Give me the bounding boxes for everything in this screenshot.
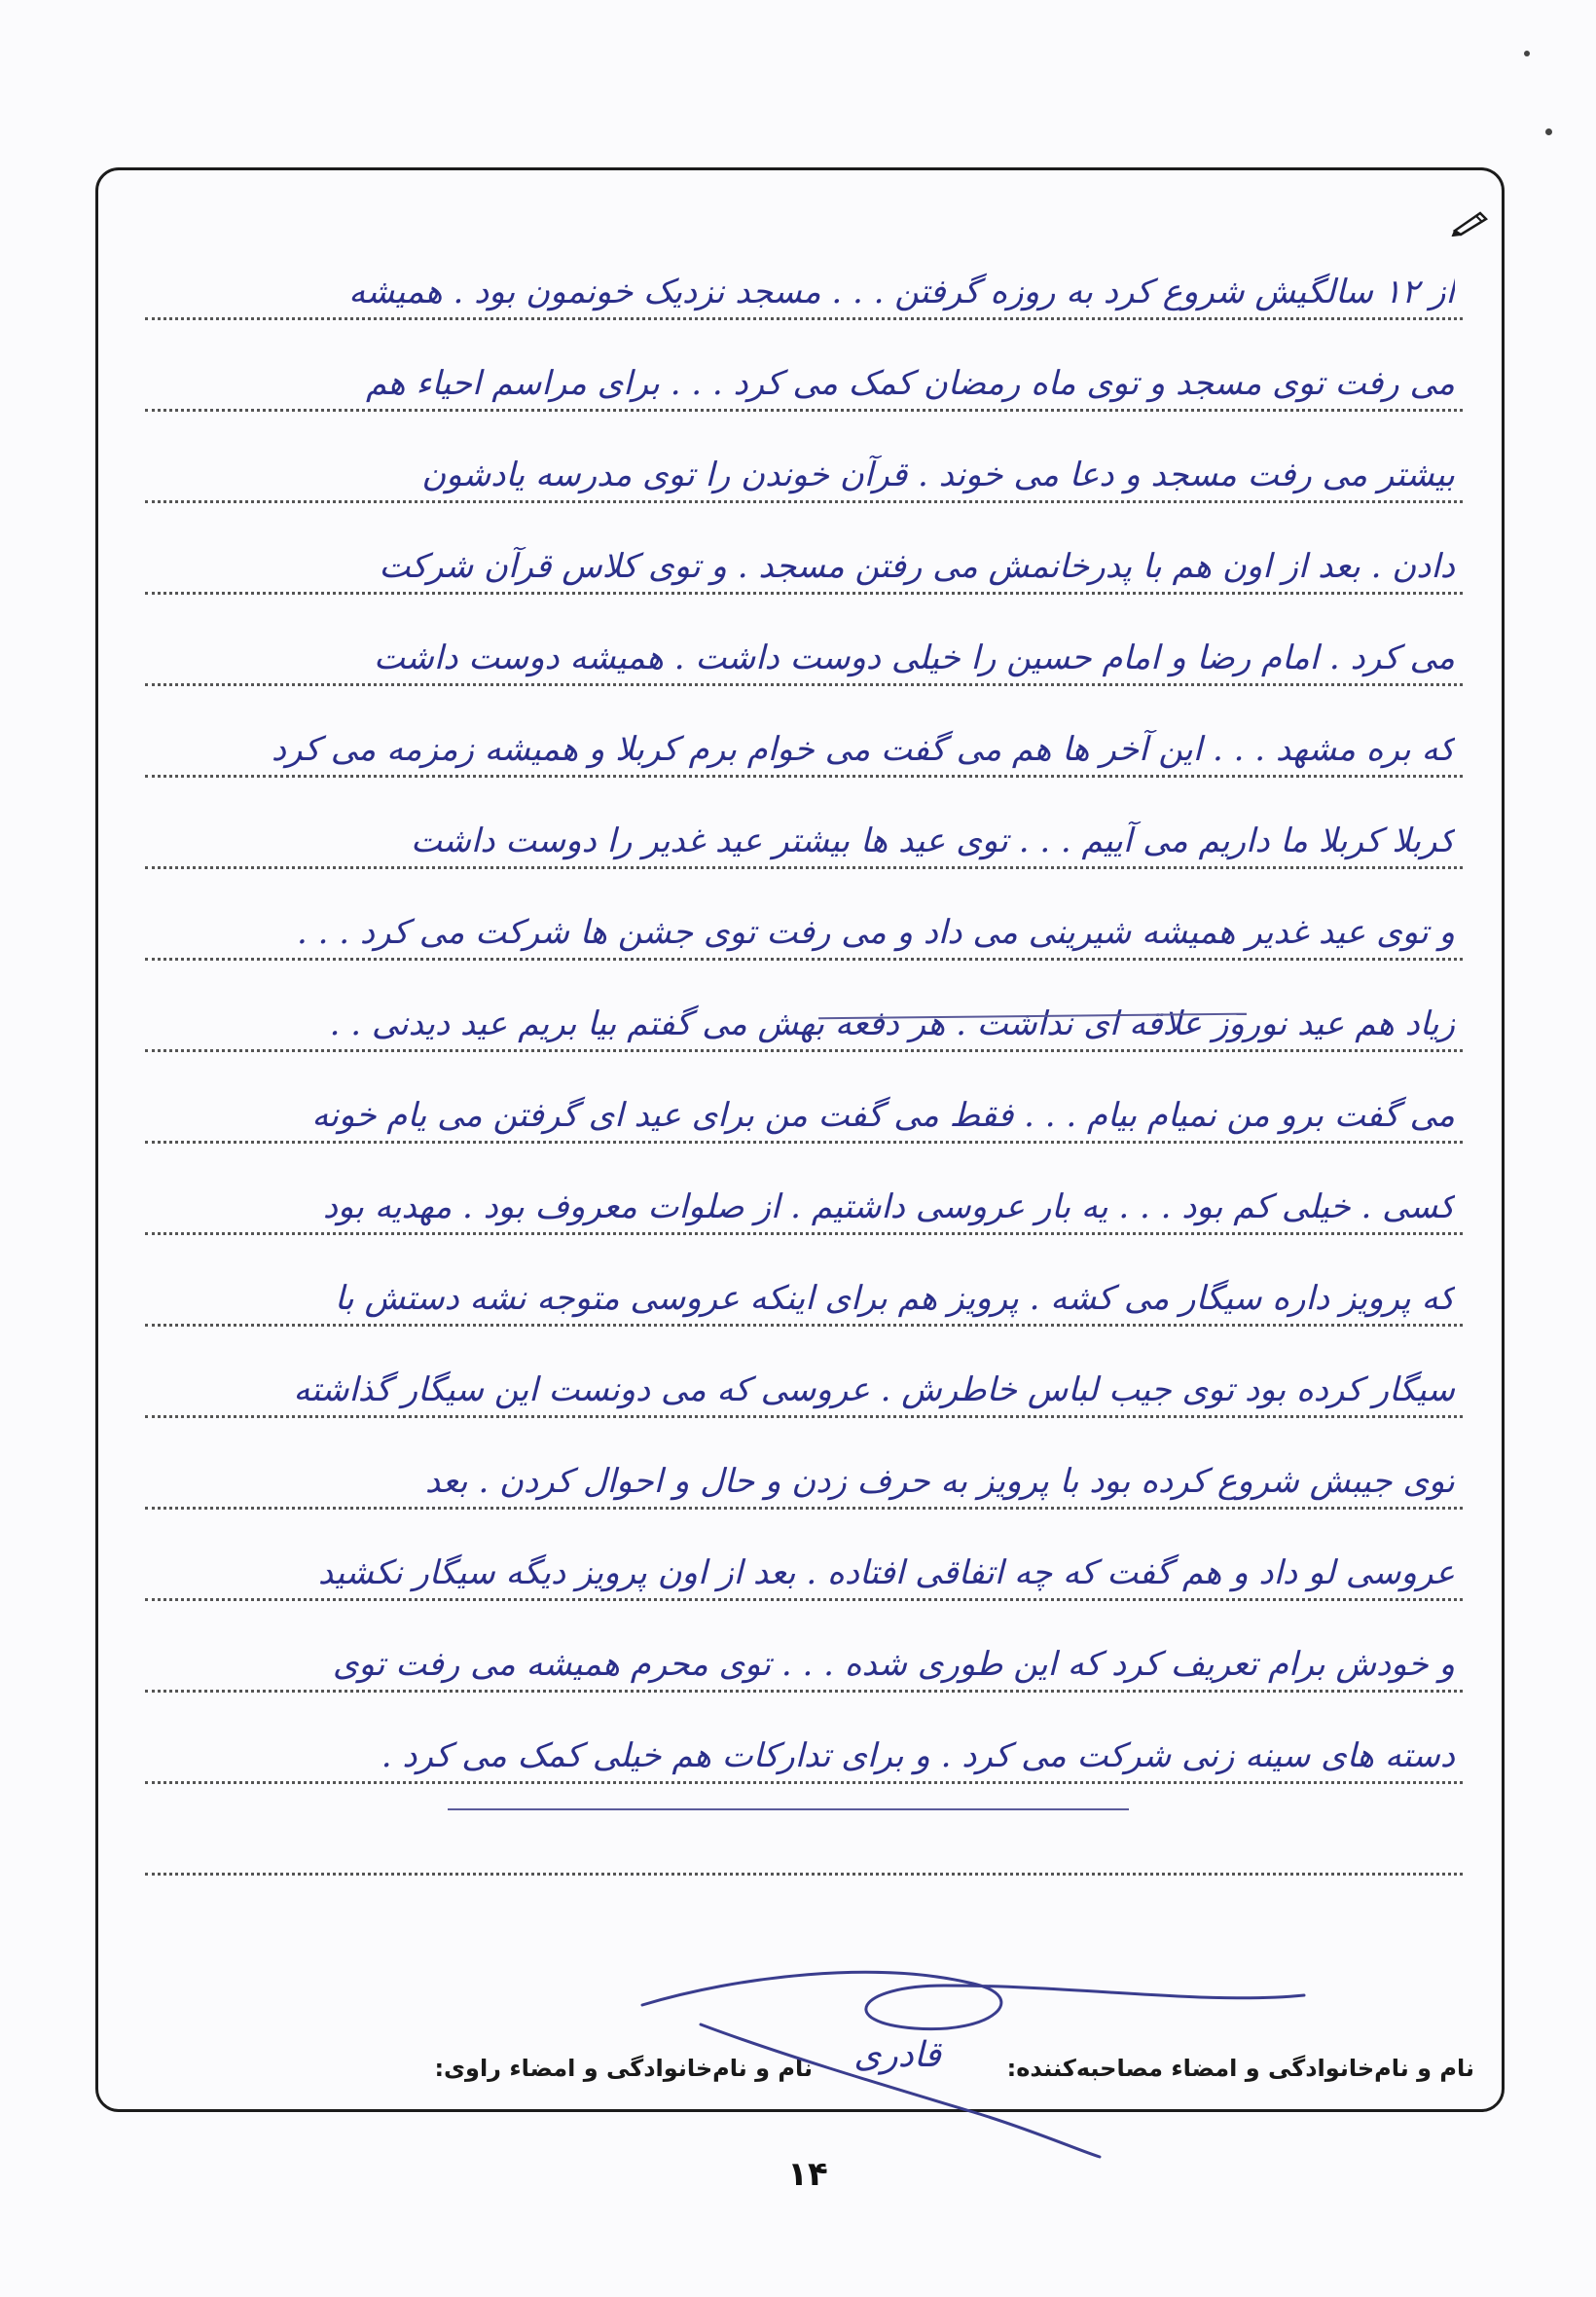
ruled-line [145, 869, 1463, 961]
handwritten-line: کسی . خیلی کم بود . . . یه بار عروسی داشتیم . از صلوات معروف بود . مهدیه بود [322, 1187, 1455, 1226]
ruled-line [145, 686, 1463, 778]
handwritten-line: و خودش برام تعریف کرد که این طوری شده . . . توی محرم همیشه می رفت توی [332, 1645, 1455, 1684]
handwritten-line: دسته های سینه زنی شرکت می کرد . و برای تدارکات هم خیلی کمک می کرد . [381, 1736, 1455, 1775]
handwritten-line: بیشتر می رفت مسجد و دعا می خوند . قرآن خوندن را توی مدرسه یادشون [421, 456, 1455, 494]
ruled-line [145, 1052, 1463, 1144]
dust-speck [1524, 51, 1530, 56]
ruled-line [145, 1601, 1463, 1693]
ruled-line [145, 1327, 1463, 1418]
ruled-lines [145, 229, 1463, 1876]
dust-speck [1545, 128, 1552, 135]
handwritten-line: می گفت برو من نمیام بیام . . . فقط می گفت من برای عید ای گرفتن می یام خونه [311, 1096, 1455, 1135]
handwritten-line: سیگار کرده بود توی جیب لباس خاطرش . عروسی که می دونست این سیگار گذاشته [293, 1370, 1455, 1409]
ruled-line [145, 1235, 1463, 1327]
ruled-line [145, 1144, 1463, 1235]
ruled-line [145, 778, 1463, 869]
ruled-line [145, 412, 1463, 503]
page-number: ۱۴ [787, 2155, 828, 2194]
handwritten-line: که بره مشهد . . . این آخر ها هم می گفت می خوام برم کربلا و همیشه زمزمه می کرد [271, 730, 1455, 769]
ruled-line [145, 1784, 1463, 1876]
ruled-line [145, 503, 1463, 595]
handwritten-line: زیاد هم عید نوروز علاقه ای نداشت . هر دفعه بهش می گفتم بیا بریم عید دیدنی . . [329, 1004, 1455, 1043]
handwritten-line: از ۱۲ سالگیش شروع کرد به روزه گرفتن . . . مسجد نزدیک خونمون بود . همیشه [348, 273, 1455, 311]
ruled-line [145, 1510, 1463, 1601]
handwritten-line: دادن . بعد از اون هم با پدرخانمش می رفتن مسجد . و توی کلاس قرآن شرکت [379, 547, 1455, 586]
signature-scribble [623, 1966, 1362, 2161]
ruled-line [145, 1418, 1463, 1510]
form-frame [95, 167, 1505, 2112]
ruled-line [145, 1693, 1463, 1784]
interviewer-label: نام و نام‌خانوادگی و امضاء مصاحبه‌کننده: [1006, 2055, 1474, 2082]
handwritten-line: کربلا کربلا ما داریم می آییم . . . توی عید ها بیشتر عید غدیر را دوست داشت [411, 821, 1455, 860]
interviewer-signature: قادری [853, 2035, 941, 2075]
ruled-line [145, 320, 1463, 412]
handwritten-line: می رفت توی مسجد و توی ماه رمضان کمک می کرد . . . برای مراسم احیاء هم [366, 364, 1455, 403]
ruled-line [145, 595, 1463, 686]
hand-drawn-rule [448, 1808, 1129, 1810]
ruled-line [145, 961, 1463, 1052]
handwritten-line: و توی عید غدیر همیشه شیرینی می داد و می رفت توی جشن ها شرکت می کرد . . . [297, 913, 1455, 952]
handwritten-line: عروسی لو داد و هم گفت که چه اتفاقی افتاده . بعد از اون پرویز دیگه سیگار نکشید [317, 1553, 1455, 1592]
narrator-label: نام و نام‌خانوادگی و امضاء راوی: [434, 2055, 813, 2082]
handwritten-line: می کرد . امام رضا و امام حسین را خیلی دوست داشت . همیشه دوست داشت [374, 638, 1455, 677]
ruled-line [145, 229, 1463, 320]
handwritten-line: توی جیبش شروع کرده بود با پرویز به حرف زدن و حال و احوال کردن . بعد [424, 1462, 1455, 1501]
handwritten-line: که پرویز داره سیگار می کشه . پرویز هم برای اینکه عروسی متوجه نشه دستش با [334, 1279, 1455, 1318]
